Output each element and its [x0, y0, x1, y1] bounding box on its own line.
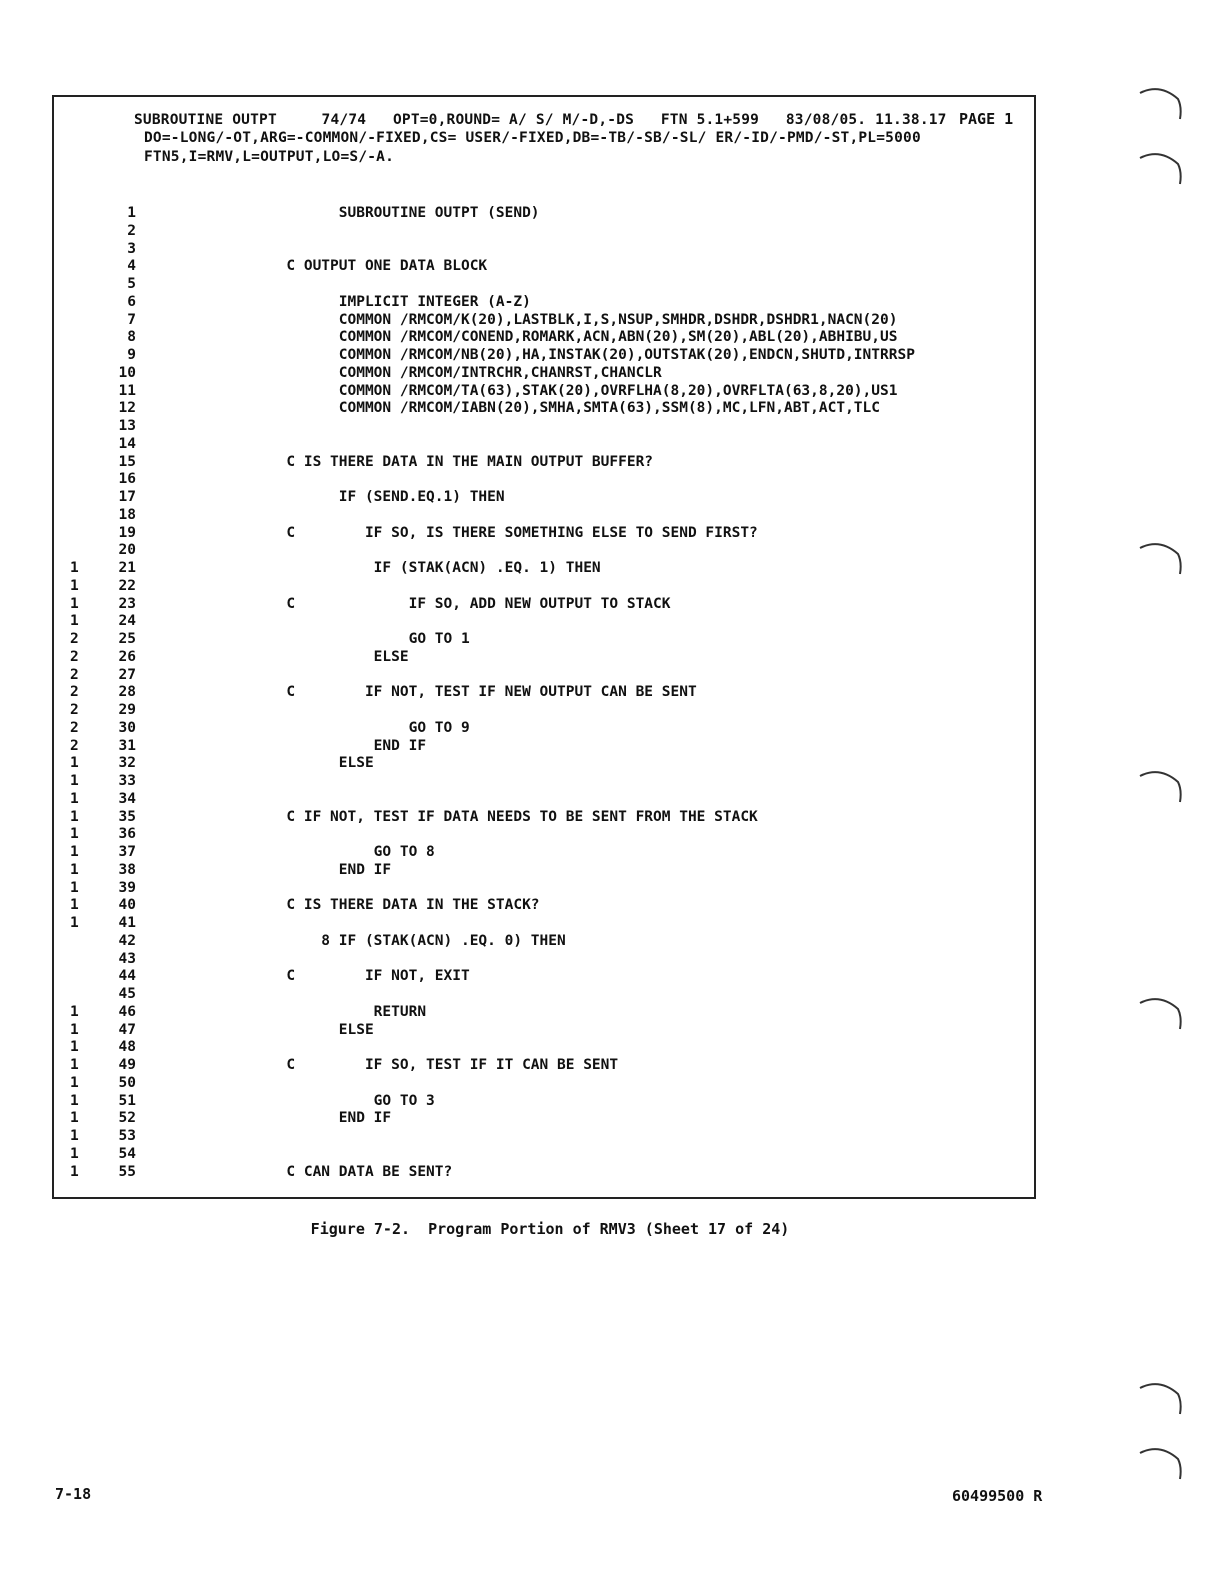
nesting-level: 2: [70, 702, 79, 718]
line-number: 5: [127, 276, 136, 292]
source-code: COMMON /RMCOM/TA(63),STAK(20),OVRFLHA(8,20),OVRFLTA(63,8,20),US1: [234, 382, 898, 399]
nesting-level: 1: [70, 755, 79, 772]
code-line: [54, 204, 1034, 222]
line-number: 18: [118, 506, 136, 523]
code-line: [54, 364, 1034, 382]
listing-header-line-2: DO=-LONG/-OT,ARG=-COMMON/-FIXED,CS= USER/-FIXED,DB=-TB/-SB/-SL/ ER/-ID/-PMD/-ST,PL=5000: [144, 130, 921, 146]
source-code: COMMON /RMCOM/K(20),LASTBLK,I,S,NSUP,SMHDR,DSHDR,DSHDR1,NACN(20): [234, 311, 898, 328]
nesting-level: 1: [70, 915, 79, 931]
binder-hole-mark-icon: [1138, 1445, 1184, 1485]
line-number: 45: [118, 986, 136, 1002]
line-number: 28: [118, 684, 136, 701]
code-line: [54, 311, 1034, 329]
source-code: IF (SEND.EQ.1) THEN: [234, 489, 505, 505]
line-number: 19: [118, 524, 136, 541]
code-line: [54, 1109, 1034, 1127]
line-number: 22: [118, 577, 136, 594]
code-line: [54, 1003, 1034, 1021]
code-line: [54, 1092, 1034, 1110]
code-line: [54, 914, 1034, 932]
code-line: [54, 896, 1034, 914]
binder-hole-mark-icon: [1138, 1380, 1184, 1420]
source-code: C CAN DATA BE SENT?: [234, 1163, 453, 1180]
nesting-level: 1: [70, 577, 79, 594]
line-number: 43: [118, 950, 136, 967]
source-code: C IF SO, ADD NEW OUTPUT TO STACK: [234, 595, 671, 612]
code-line: [54, 1163, 1034, 1181]
line-number: 36: [118, 826, 136, 843]
source-code: END IF: [234, 1110, 392, 1127]
source-code: ELSE: [234, 755, 374, 772]
code-line: [54, 737, 1034, 755]
code-line: [54, 666, 1034, 684]
line-number: 52: [118, 1110, 136, 1127]
line-number: 15: [118, 453, 136, 470]
source-code: GO TO 9: [234, 719, 470, 736]
nesting-level: 1: [70, 808, 79, 825]
line-number: 49: [118, 1057, 136, 1073]
line-number: 33: [118, 773, 136, 789]
code-line: [54, 293, 1034, 311]
source-code: GO TO 3: [234, 1092, 435, 1109]
code-line: [54, 399, 1034, 417]
code-line: [54, 772, 1034, 790]
binder-hole-mark-icon: [1138, 995, 1184, 1035]
code-line: [54, 808, 1034, 826]
source-code: C IF SO, TEST IF IT CAN BE SENT: [234, 1057, 619, 1073]
binder-hole-mark-icon: [1138, 150, 1184, 190]
code-line: [54, 861, 1034, 879]
line-number: 51: [118, 1092, 136, 1109]
nesting-level: 1: [70, 560, 79, 576]
source-code: C IF NOT, TEST IF DATA NEEDS TO BE SENT FROM THE STACK: [234, 808, 758, 825]
line-number: 20: [118, 542, 136, 559]
source-code: GO TO 1: [234, 631, 470, 647]
binder-hole-mark-icon: [1138, 768, 1184, 808]
nesting-level: 1: [70, 1057, 79, 1073]
source-code: RETURN: [234, 1003, 427, 1020]
line-number: 34: [118, 790, 136, 807]
line-number: 40: [118, 897, 136, 914]
nesting-level: 2: [70, 631, 79, 647]
code-line: [54, 435, 1034, 453]
line-number: 23: [118, 595, 136, 612]
source-code: END IF: [234, 861, 392, 878]
line-number: 46: [118, 1003, 136, 1020]
source-code: COMMON /RMCOM/CONEND,ROMARK,ACN,ABN(20),SM(20),ABL(20),ABHIBU,US: [234, 329, 898, 346]
nesting-level: 1: [70, 1074, 79, 1091]
code-line: [54, 240, 1034, 258]
code-line: [54, 1056, 1034, 1074]
code-line: [54, 1021, 1034, 1039]
source-code: COMMON /RMCOM/INTRCHR,CHANRST,CHANCLR: [234, 364, 662, 381]
nesting-level: 1: [70, 1039, 79, 1056]
code-line: [54, 524, 1034, 542]
source-code: C IS THERE DATA IN THE MAIN OUTPUT BUFFER?: [234, 453, 654, 470]
nesting-level: 1: [70, 1163, 79, 1180]
line-number: 37: [118, 844, 136, 860]
line-number: 10: [118, 364, 136, 381]
code-line: [54, 1145, 1034, 1163]
line-number: 47: [118, 1021, 136, 1038]
source-code: C IF NOT, EXIT: [234, 968, 470, 985]
code-line: [54, 630, 1034, 648]
listing-header-line-3: FTN5,I=RMV,L=OUTPUT,LO=S/-A.: [144, 149, 395, 165]
code-line: [54, 985, 1034, 1003]
code-line: [54, 257, 1034, 275]
source-code: C IF NOT, TEST IF NEW OUTPUT CAN BE SENT: [234, 684, 697, 701]
source-code: C IF SO, IS THERE SOMETHING ELSE TO SEND FIRST?: [234, 524, 758, 541]
code-line: [54, 346, 1034, 364]
code-line: [54, 879, 1034, 897]
line-number: 38: [118, 861, 136, 878]
source-code: C OUTPUT ONE DATA BLOCK: [234, 258, 488, 275]
nesting-level: 1: [70, 1092, 79, 1109]
binder-hole-mark-icon: [1138, 85, 1184, 125]
nesting-level: 2: [70, 648, 79, 665]
code-line: [54, 488, 1034, 506]
listing-frame: [52, 95, 1036, 1199]
code-line: [54, 754, 1034, 772]
line-number: 54: [118, 1145, 136, 1162]
code-line: [54, 843, 1034, 861]
nesting-level: 1: [70, 773, 79, 789]
line-number: 1: [127, 205, 136, 221]
code-line: [54, 577, 1034, 595]
line-number: 6: [127, 293, 136, 310]
code-line: [54, 701, 1034, 719]
line-number: 8: [127, 329, 136, 346]
line-number: 4: [127, 258, 136, 275]
code-line: [54, 453, 1034, 471]
code-line: [54, 470, 1034, 488]
line-number: 14: [118, 435, 136, 452]
source-code: ELSE: [234, 648, 409, 665]
code-line: [54, 328, 1034, 346]
listing-page-label: PAGE 1: [959, 110, 1014, 128]
figure-caption: Figure 7-2. Program Portion of RMV3 (Sheet 17 of 24): [310, 1220, 790, 1238]
line-number: 29: [118, 702, 136, 718]
nesting-level: 2: [70, 666, 79, 683]
code-line: [54, 1074, 1034, 1092]
line-number: 11: [118, 382, 136, 399]
nesting-level: 1: [70, 595, 79, 612]
nesting-level: 1: [70, 826, 79, 843]
nesting-level: 1: [70, 613, 79, 630]
code-line: [54, 790, 1034, 808]
line-number: 31: [118, 737, 136, 754]
code-line: [54, 222, 1034, 240]
nesting-level: 1: [70, 1003, 79, 1020]
code-line: [54, 382, 1034, 400]
line-number: 3: [127, 240, 136, 257]
nesting-level: 1: [70, 1128, 79, 1144]
source-code: ELSE: [234, 1021, 374, 1038]
nesting-level: 1: [70, 1110, 79, 1127]
code-line: [54, 648, 1034, 666]
line-number: 7: [127, 311, 136, 328]
line-number: 44: [118, 968, 136, 985]
page-number: 7-18: [55, 1485, 92, 1503]
line-number: 26: [118, 648, 136, 665]
nesting-level: 2: [70, 737, 79, 754]
code-line: [54, 1127, 1034, 1145]
source-code: C IS THERE DATA IN THE STACK?: [234, 897, 540, 914]
line-number: 53: [118, 1128, 136, 1144]
nesting-level: 2: [70, 719, 79, 736]
line-number: 2: [127, 222, 136, 239]
nesting-level: 1: [70, 897, 79, 914]
code-line: [54, 683, 1034, 701]
binder-hole-mark-icon: [1138, 540, 1184, 580]
line-number: 35: [118, 808, 136, 825]
code-line: [54, 275, 1034, 293]
nesting-level: 1: [70, 1145, 79, 1162]
source-code: GO TO 8: [234, 844, 435, 860]
code-line: [54, 541, 1034, 559]
source-code: COMMON /RMCOM/NB(20),HA,INSTAK(20),OUTSTAK(20),ENDCN,SHUTD,INTRRSP: [234, 347, 915, 363]
code-line: [54, 719, 1034, 737]
line-number: 24: [118, 613, 136, 630]
line-number: 27: [118, 666, 136, 683]
line-number: 42: [118, 932, 136, 949]
code-line: [54, 612, 1034, 630]
source-code: IMPLICIT INTEGER (A-Z): [234, 293, 531, 310]
code-line: [54, 932, 1034, 950]
line-number: 12: [118, 400, 136, 417]
line-number: 55: [118, 1163, 136, 1180]
line-number: 17: [118, 489, 136, 505]
nesting-level: 1: [70, 790, 79, 807]
nesting-level: 1: [70, 861, 79, 878]
line-number: 21: [118, 560, 136, 576]
nesting-level: 1: [70, 844, 79, 860]
code-line: [54, 506, 1034, 524]
nesting-level: 1: [70, 1021, 79, 1038]
line-number: 30: [118, 719, 136, 736]
code-line: [54, 559, 1034, 577]
code-line: [54, 417, 1034, 435]
code-line: [54, 967, 1034, 985]
source-code: IF (STAK(ACN) .EQ. 1) THEN: [234, 560, 601, 576]
line-number: 13: [118, 418, 136, 434]
code-line: [54, 1038, 1034, 1056]
nesting-level: 2: [70, 684, 79, 701]
nesting-level: 1: [70, 879, 79, 896]
line-number: 32: [118, 755, 136, 772]
source-code: COMMON /RMCOM/IABN(20),SMHA,SMTA(63),SSM(8),MC,LFN,ABT,ACT,TLC: [234, 400, 881, 417]
line-number: 39: [118, 879, 136, 896]
line-number: 48: [118, 1039, 136, 1056]
line-number: 41: [118, 915, 136, 931]
document-number: 60499500 R: [952, 1487, 1043, 1505]
line-number: 16: [118, 471, 136, 488]
code-line: [54, 950, 1034, 968]
listing-header-line-1: SUBROUTINE OUTPT 74/74 OPT=0,ROUND= A/ S/ M/-D,-DS FTN 5.1+599 83/08/05. 11.38.17: [134, 112, 947, 128]
source-code: END IF: [234, 737, 427, 754]
source-code: 8 IF (STAK(ACN) .EQ. 0) THEN: [234, 932, 566, 949]
code-line: [54, 595, 1034, 613]
source-code: SUBROUTINE OUTPT (SEND): [234, 205, 540, 221]
line-number: 9: [127, 347, 136, 363]
line-number: 50: [118, 1074, 136, 1091]
line-number: 25: [118, 631, 136, 647]
code-line: [54, 825, 1034, 843]
